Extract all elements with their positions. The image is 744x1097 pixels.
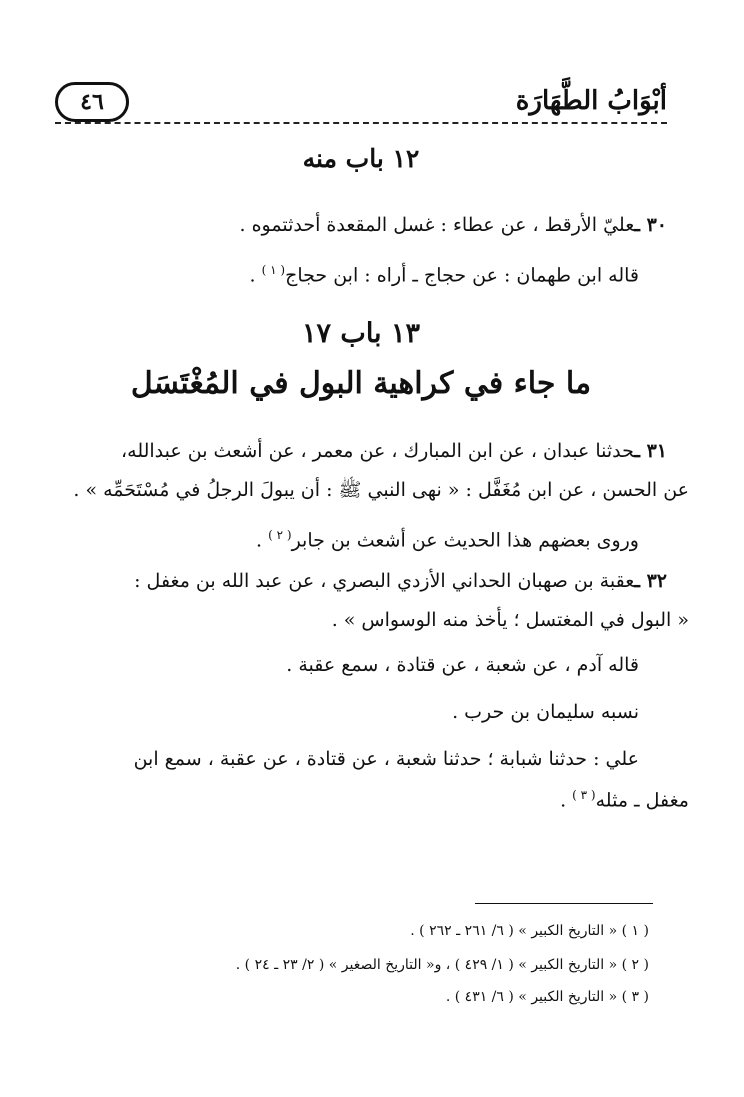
note-line — [55, 255, 639, 290]
hadith-text: عليّ الأرقط ، عن عطاء : غسل المقعدة أحدثتموه . — [239, 214, 635, 236]
hadith-32-line-1 — [55, 566, 667, 596]
hadith-number: ٣٠ ـ — [634, 214, 667, 236]
line-end: . — [560, 789, 573, 812]
note-text: قاله ابن طهمان : عن حجاج ـ أراه : ابن حجاج — [285, 264, 639, 287]
hadith-number: ٣١ ـ — [634, 440, 667, 462]
footnote-2: ( ٢ ) « التاريخ الكبير » ( ١/ ٤٢٩ ) ، و« التاريخ الصغير » ( ٢/ ٢٣ ـ ٢٤ ) . — [235, 957, 649, 973]
page-header — [55, 82, 667, 126]
hadith-31-line-2: عن الحسن ، عن ابن مُغَفَّل : « نهى النبي ﷺ : أن يبولَ الرجلُ في مُسْتَحَمِّه » . — [73, 479, 689, 501]
hadith-text: مغفل ـ مثله — [595, 789, 689, 812]
page-number: ٤٦ — [55, 82, 129, 122]
hadith-32-line-6 — [55, 780, 689, 815]
footnote-1: ( ١ ) « التاريخ الكبير » ( ٦/ ٢٦١ ـ ٢٦٢ ) . — [410, 923, 649, 939]
footnote-separator — [475, 903, 653, 904]
footnote-3: ( ٣ ) « التاريخ الكبير » ( ٦/ ٤٣١ ) . — [445, 989, 649, 1005]
note-end: . — [249, 264, 262, 287]
hadith-text: حدثنا عبدان ، عن ابن المبارك ، عن معمر ، عن أشعث بن عبدالله، — [121, 440, 635, 462]
hadith-32-line-5: علي : حدثنا شبابة ؛ حدثنا شعبة ، عن قتادة ، عن عقبة ، سمع ابن — [133, 748, 639, 770]
hadith-text: وروى بعضهم هذا الحديث عن أشعث بن جابر — [291, 529, 639, 552]
hadith-32-line-4: نسبه سليمان بن حرب . — [452, 701, 639, 723]
footnote-ref-2: ( ٢ ) — [268, 528, 292, 542]
chapter-13-heading: ١٣ باب ١٧ — [302, 318, 420, 349]
hadith-text: عقبة بن صهبان الحداني الأزدي البصري ، عن عبد الله بن مغفل : — [134, 570, 635, 592]
hadith-32-line-2: « البول في المغتسل ؛ يأخذ منه الوسواس » . — [331, 609, 689, 631]
hadith-32-line-3: قاله آدم ، عن شعبة ، عن قتادة ، سمع عقبة . — [286, 654, 639, 676]
hadith-30 — [55, 210, 667, 240]
header-rule — [55, 122, 667, 124]
line-end: . — [256, 529, 269, 552]
running-title: أبْوَابُ الطَّهَارَة — [515, 86, 667, 116]
hadith-number: ٣٢ ـ — [634, 570, 667, 592]
chapter-13-title: ما جاء في كراهية البول في المُغْتَسَل — [130, 366, 592, 401]
footnote-ref-3: ( ٣ ) — [572, 788, 596, 802]
hadith-31-line-1 — [55, 436, 667, 466]
footnote-ref-1: ( ١ ) — [261, 263, 286, 277]
hadith-31-line-3 — [55, 520, 639, 555]
chapter-12-heading: ١٢ باب منه — [302, 144, 420, 173]
